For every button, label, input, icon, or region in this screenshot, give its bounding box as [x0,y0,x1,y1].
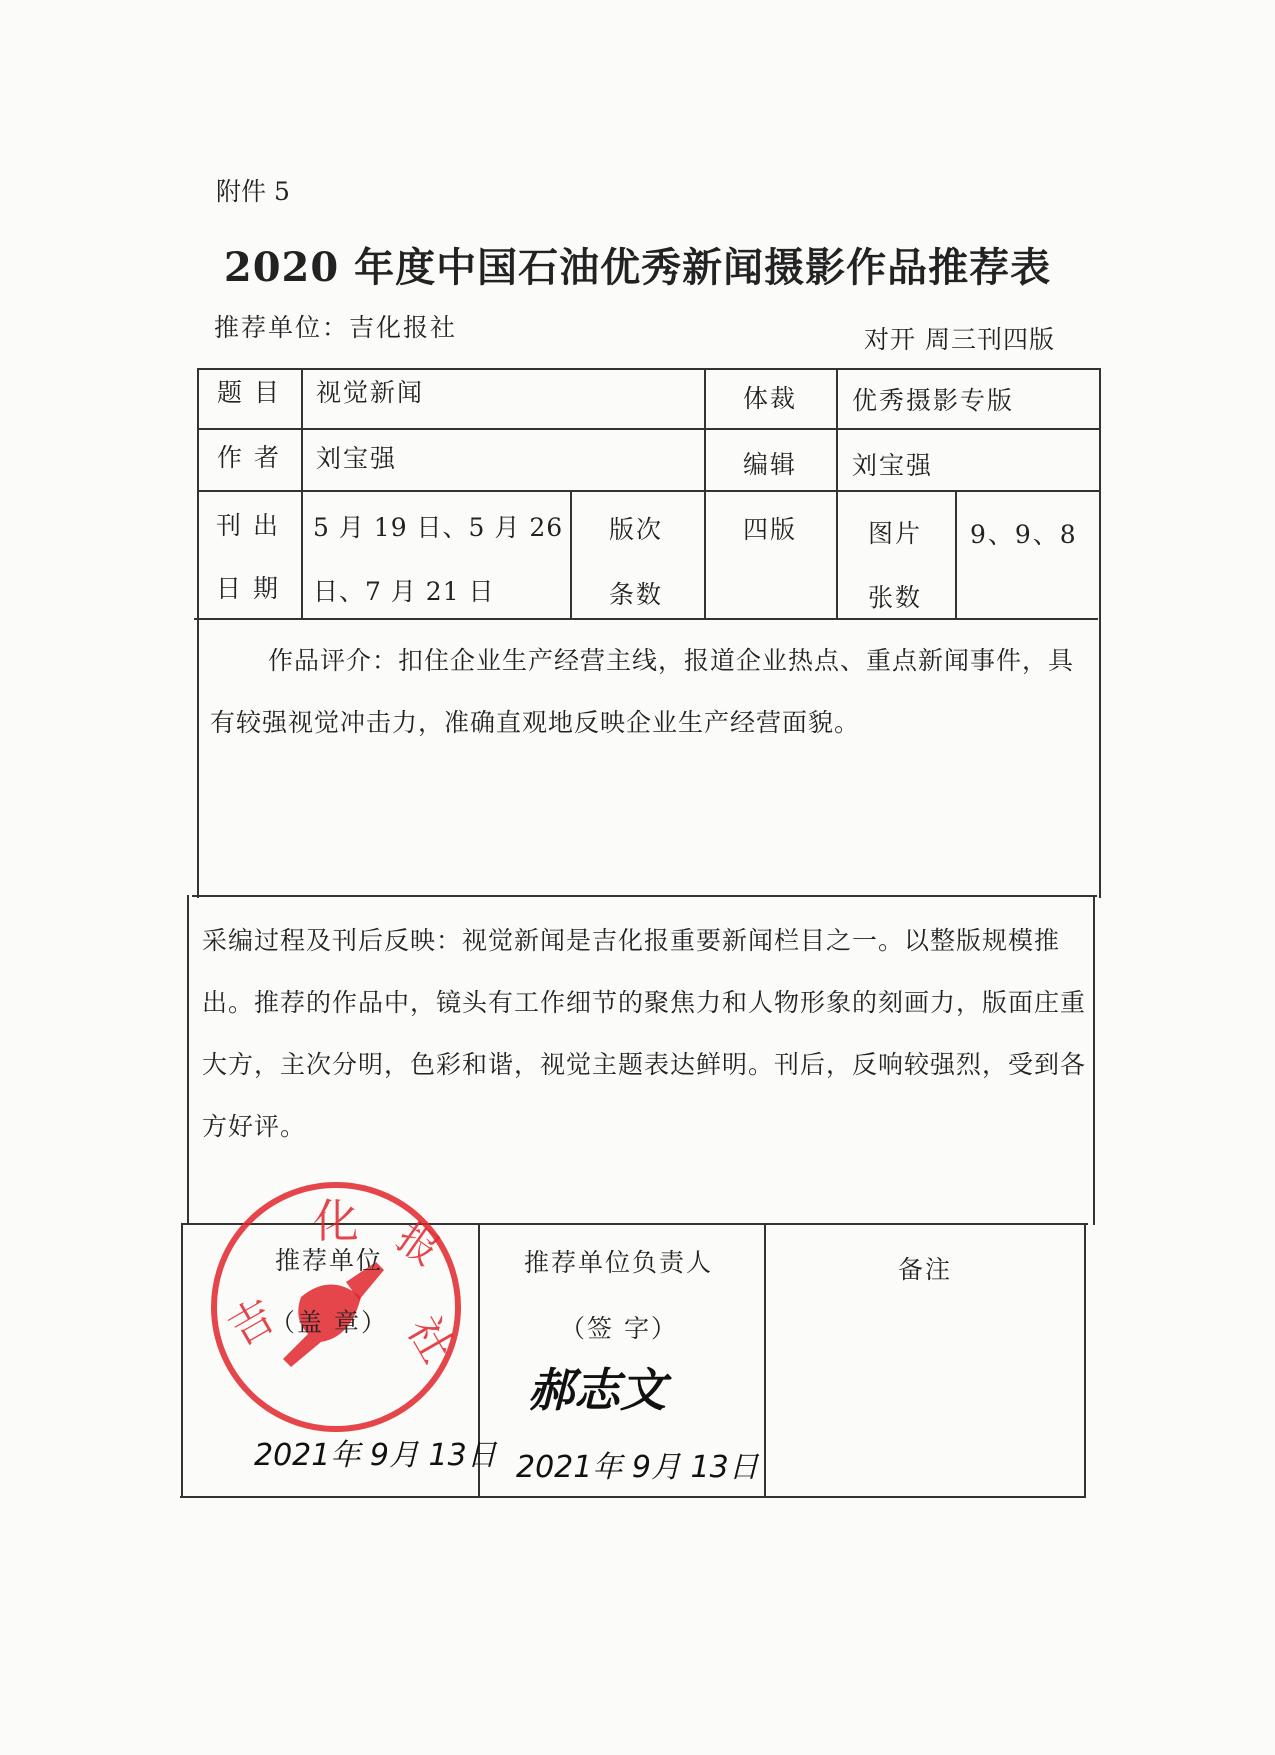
evaluation-text: 作品评介：扣住企业生产经营主线，报道企业热点、重点新闻事件，具有较强视觉冲击力，准确直观地反映企业生产经营面貌。 [210,646,1075,737]
table-border-left [197,368,199,898]
process-text: 采编过程及刊后反映：视觉新闻是吉化报重要新闻栏目之一。以整版规模推出。推荐的作品中，镜头有工作细节的聚焦力和人物形象的刻画力，版面庄重大方，主次分明，色彩和谐，视觉主题表达鲜明。刊后，反响较强烈，受到各方好评。 [202,926,1087,1141]
author-value: 刘宝强 [316,444,398,473]
edition-label-line2: 条数 [609,580,664,609]
table-divider [301,368,303,620]
table-border-right [1093,895,1095,1225]
table-border-bottom [180,1496,1086,1498]
remarks-label: 备注 [898,1255,953,1284]
table-border-left [181,1223,183,1498]
unit-date: 2021年 9月 13日 [254,1438,497,1473]
edition-label-line1: 版次 [609,515,664,544]
date-label-line1: 刊 出 [216,511,280,540]
genre-value: 优秀摄影专版 [852,386,1015,415]
date-label-line2: 日 期 [216,574,280,603]
head-sign-note: （签 字） [560,1314,678,1343]
table-divider [836,368,838,620]
head-label: 推荐单位负责人 [524,1248,714,1277]
page-title: 2020 年度中国石油优秀新闻摄影作品推荐表 [223,244,1052,291]
svg-text:化: 化 [313,1194,359,1248]
svg-text:社: 社 [396,1307,463,1372]
date-value-line1: 5 月 19 日、5 月 26 [313,513,564,542]
author-label: 作 者 [217,443,281,472]
table-border-right [1084,1223,1086,1498]
recommending-unit: 推荐单位：吉化报社 [214,313,458,342]
publication-info: 对开 周三刊四版 [864,325,1055,354]
title-value: 视觉新闻 [316,378,425,407]
photos-value: 9、9、8 [970,520,1078,549]
official-seal [206,1177,466,1437]
edition-value: 四版 [743,515,798,544]
table-border-right [1099,368,1101,898]
table-rule [197,428,1100,430]
table-rule [197,490,1100,492]
svg-text:报: 报 [388,1214,448,1275]
editor-value: 刘宝强 [852,451,934,480]
head-date: 2021年 9月 13日 [516,1450,759,1485]
table-divider [570,490,572,620]
table-border-top [197,368,1100,370]
attachment-label: 附件 5 [216,177,290,206]
table-border-left [187,895,189,1225]
table-divider [704,368,706,620]
unit-stamp-note: （盖 章） [270,1308,388,1337]
table-rule [194,618,1098,620]
date-value-line2: 日、7 月 21 日 [313,577,495,606]
title-label: 题 目 [217,378,281,407]
head-signature: 郝志文 [528,1363,666,1417]
table-divider [764,1223,766,1498]
table-divider [955,490,957,620]
table-rule [192,895,1097,897]
svg-text:吉: 吉 [219,1290,284,1357]
photos-label-line1: 图片 [868,519,923,548]
genre-label: 体裁 [743,384,798,413]
editor-label: 编辑 [743,450,798,479]
unit-label: 推荐单位 [275,1246,384,1275]
photos-label-line2: 张数 [868,583,923,612]
